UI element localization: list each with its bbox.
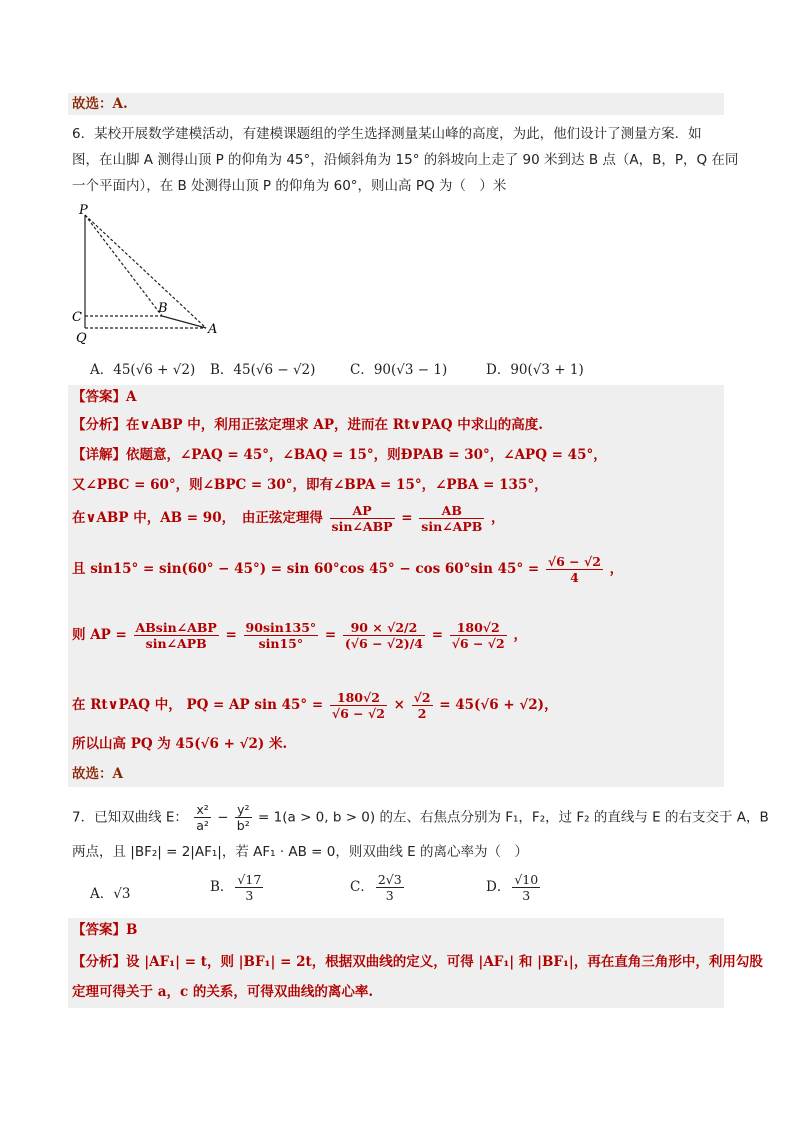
q6-line1: 6．某校开展数学建模活动，有建模课题组的学生选择测量某山峰的高度，为此，他们设计了测量方案．如 [72,126,702,142]
q6-detail-5: 则 AP = $\frac{\text{ABsin∠ABP}}{\text{sin∠APB}}$ = $\frac{90\sin 135^\circ}{\sin 15^\circ}$ = $\frac{90 \times √2/2}{(√6 - √2)/4}$ = $\frac{180√2}{√6 - √2}$ ， [72,620,527,651]
q6-figure [70,200,230,350]
q6-detail-1: 【详解】依题意，∠PAQ = 45°，∠BAQ = 15°，则ÐPAB = 30°，∠APQ = 45°， [72,447,607,463]
label-C: C [72,310,82,325]
label-Q: Q [76,331,87,346]
q6-option-c: C．90(√3 − 1) [350,362,448,378]
q7-option-d: D． $\frac{√10}{3}$ [486,872,539,903]
q6-answer: 【答案】A [72,389,137,405]
q7-option-b: B． $\frac{√17}{3}$ [210,872,262,903]
q6-line3: 一个平面内），在 B 处测得山顶 P 的仰角为 60°，则山高 PQ 为（ ）米 [72,178,507,194]
q7-analysis-1: 【分析】设 |AF₁| = t，则 |BF₁| = 2t，根据双曲线的定义，可得 |AF₁| 和 |BF₁|，再在直角三角形中，利用勾股 [72,954,763,970]
top-answer: 故选：A. [72,96,128,112]
q7-option-a: A．√3 [90,886,131,902]
q6-detail-3: 在∨ABP 中，AB = 90， 由正弦定理得 $\frac{AP}{\text{sin∠ABP}}$ = $\frac{AB}{\text{sin∠APB}}$ ， [72,503,505,534]
label-A: A [208,322,218,337]
q7-analysis-2: 定理可得关于 a，c 的关系，可得双曲线的离心率. [72,984,374,1000]
q7-option-c: C． $\frac{2√3}{3}$ [350,872,402,903]
q6-option-b: B．45(√6 − √2) [210,362,316,378]
label-P: P [79,203,88,218]
q6-line2: 图，在山脚 A 测得山顶 P 的仰角为 45°，沿倾斜角为 15° 的斜坡向上走了 90 米到达 B 点（A，B，P，Q 在同 [72,152,739,168]
label-B: B [158,301,168,316]
q7-line1: 7．已知双曲线 E： $\frac{\text{x²}}{\text{a²}}$ − $\frac{\text{y²}}{\text{b²}}$ = 1(a > 0, b > 0) 的左、右焦点分别为 F₁，F₂，过 F₂ 的直线与 E 的右支交于 A，B [72,802,769,833]
q6-detail-6: 在 Rt∨PAQ 中， PQ = AP sin 45° = $\frac{180√2}{√6 - √2}$ × $\frac{√2}{2}$ = 45(√6 + √2)， [72,690,558,721]
q7-line2: 两点，且 |BF₂| = 2|AF₁|，若 AF₁ · AB = 0，则双曲线 E 的离心率为（ ） [72,844,528,860]
q6-detail-2: 又∠PBC = 60°，则∠BPC = 30°，即有∠BPA = 15°，∠PBA = 135°， [72,477,548,493]
q6-analysis: 【分析】在∨ABP 中，利用正弦定理求 AP，进而在 Rt∨PAQ 中求山的高度. [72,417,543,433]
q6-detail-4: 且 sin15° = sin(60° − 45°) = sin 60°cos 45° − cos 60°sin 45° = $\frac{√6 - √2}{4}$ ， [72,554,624,585]
q6-option-a: A．45(√6 + √2) [90,362,196,378]
q6-final: 故选：A [72,766,123,782]
answer-band-top [68,93,724,115]
q7-answer: 【答案】B [72,922,138,938]
q6-detail-7: 所以山高 PQ 为 45(√6 + √2) 米. [72,736,288,752]
q6-option-d: D．90(√3 + 1) [486,362,584,378]
